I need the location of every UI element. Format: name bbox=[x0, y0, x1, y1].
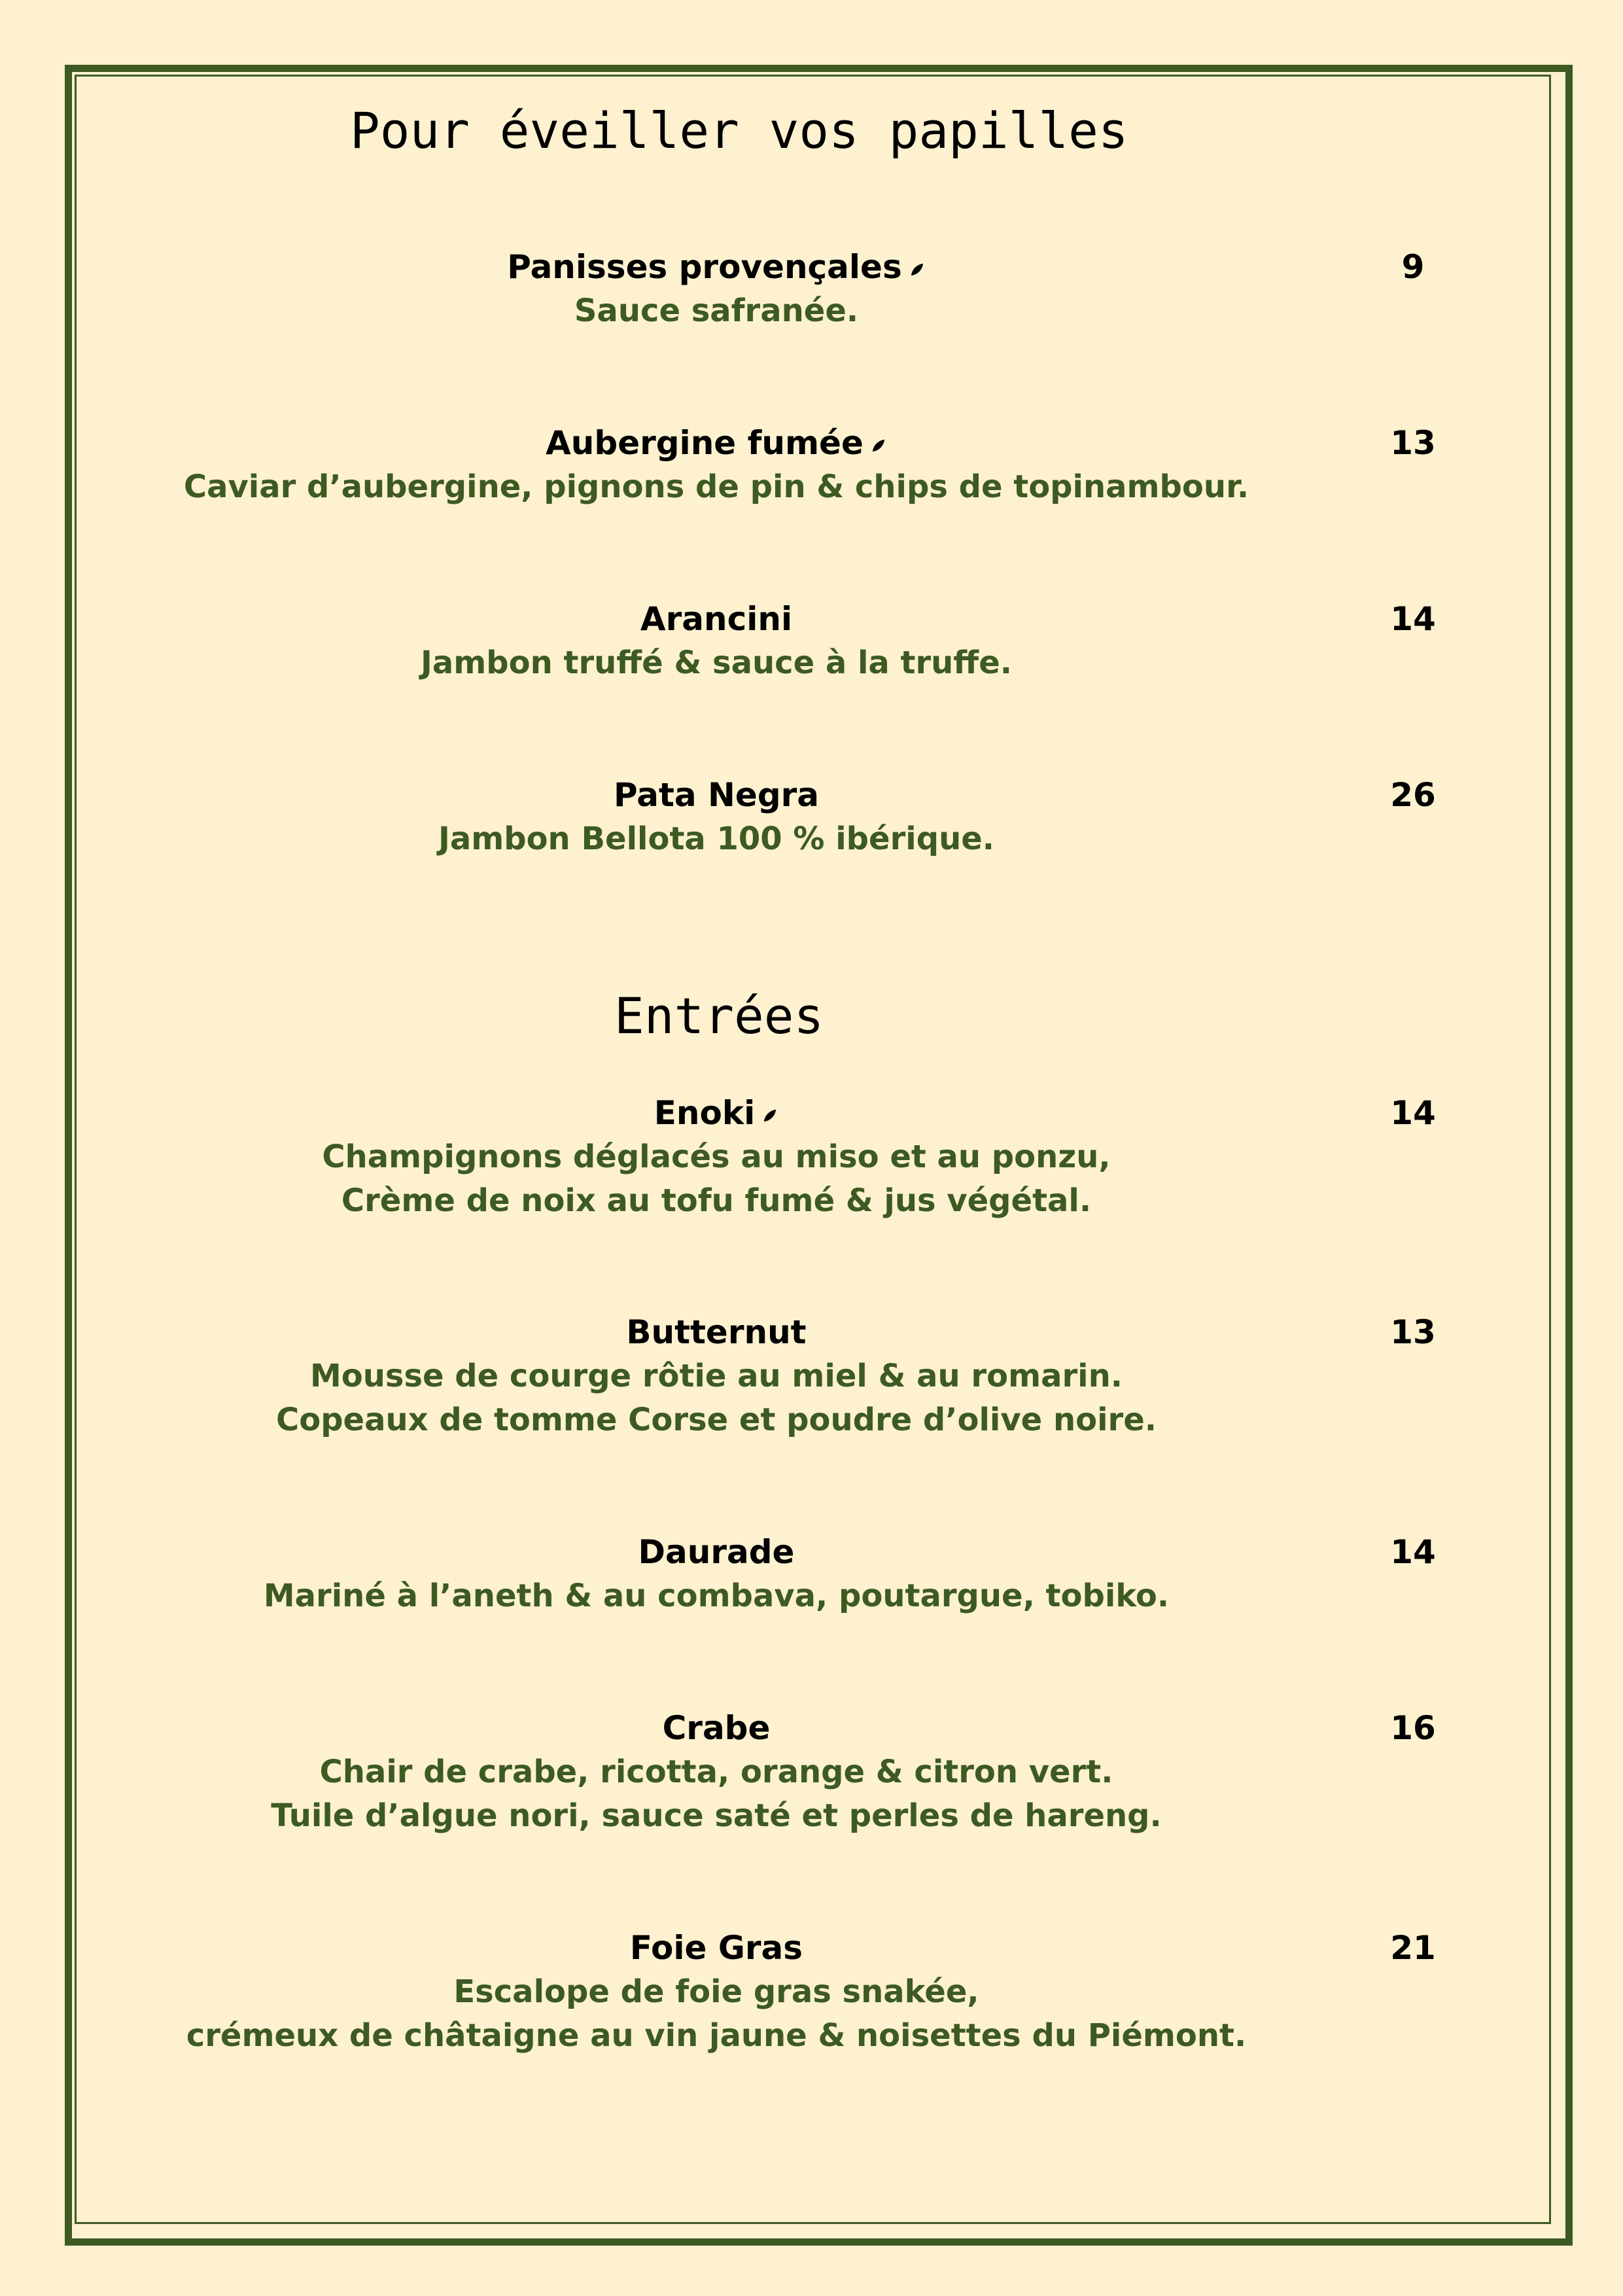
dish-name: Arancini bbox=[640, 600, 793, 638]
dish-description: Mariné à l’aneth & au combava, poutargue, tobiko. bbox=[263, 1578, 1170, 1614]
dish-name: Daurade bbox=[638, 1533, 795, 1571]
dish-name: Pata Negra bbox=[613, 776, 820, 814]
dish-price: 21 bbox=[1390, 1929, 1436, 1967]
section-title-entrees: Entrées bbox=[614, 987, 824, 1045]
dish-description: crémeux de châtaigne au vin jaune & noisettes du Piémont. bbox=[186, 2017, 1247, 2054]
dish-price: 13 bbox=[1390, 424, 1436, 462]
dish-enoki bbox=[164, 1091, 1269, 1223]
dish-name: Crabe bbox=[662, 1709, 771, 1747]
dish-price: 13 bbox=[1390, 1313, 1436, 1351]
dish-description: Chair de crabe, ricotta, orange & citron vert. bbox=[319, 1754, 1113, 1790]
dish-name: Aubergine fumée bbox=[164, 421, 1269, 465]
dish-price: 16 bbox=[1390, 1709, 1436, 1747]
leaf-icon bbox=[909, 261, 926, 278]
dish-aubergine bbox=[164, 421, 1269, 509]
leaf-icon bbox=[761, 1107, 778, 1124]
dish-description: Champignons déglacés au miso et au ponzu, bbox=[322, 1139, 1111, 1175]
dish-name: Panisses provençales bbox=[164, 245, 1269, 289]
dish-description: Caviar d’aubergine, pignons de pin & chips de topinambour. bbox=[183, 468, 1249, 505]
dish-description: Escalope de foie gras snakée, bbox=[453, 1973, 979, 2010]
dish-description: Jambon truffé & sauce à la truffe. bbox=[421, 645, 1012, 681]
dish-price: 9 bbox=[1401, 248, 1425, 286]
dish-foie-gras bbox=[164, 1926, 1269, 2058]
dish-name: Foie Gras bbox=[629, 1929, 803, 1967]
section-title-papilles: Pour éveiller vos papilles bbox=[350, 101, 1128, 160]
dish-pata-negra bbox=[164, 773, 1269, 861]
dish-price: 14 bbox=[1390, 600, 1436, 638]
dish-description: Jambon Bellota 100 % ibérique. bbox=[438, 821, 995, 857]
dish-panisses bbox=[164, 245, 1269, 333]
dish-price: 14 bbox=[1390, 1094, 1436, 1132]
dish-daurade bbox=[164, 1530, 1269, 1618]
dish-arancini bbox=[164, 597, 1269, 685]
dish-description: Crème de noix au tofu fumé & jus végétal. bbox=[341, 1182, 1092, 1219]
dish-description: Tuile d’algue nori, sauce saté et perles de hareng. bbox=[271, 1797, 1162, 1834]
dish-price: 26 bbox=[1390, 776, 1436, 814]
dish-name: Butternut bbox=[626, 1313, 807, 1351]
dish-description: Sauce safranée. bbox=[574, 292, 859, 329]
dish-description: Copeaux de tomme Corse et poudre d’olive noire. bbox=[275, 1402, 1157, 1438]
dish-price: 14 bbox=[1390, 1533, 1436, 1571]
dish-name: Enoki bbox=[164, 1091, 1269, 1135]
dish-crabe bbox=[164, 1706, 1269, 1838]
leaf-icon bbox=[870, 437, 887, 454]
dish-butternut bbox=[164, 1310, 1269, 1442]
dish-description: Mousse de courge rôtie au miel & au romarin. bbox=[309, 1358, 1123, 1394]
